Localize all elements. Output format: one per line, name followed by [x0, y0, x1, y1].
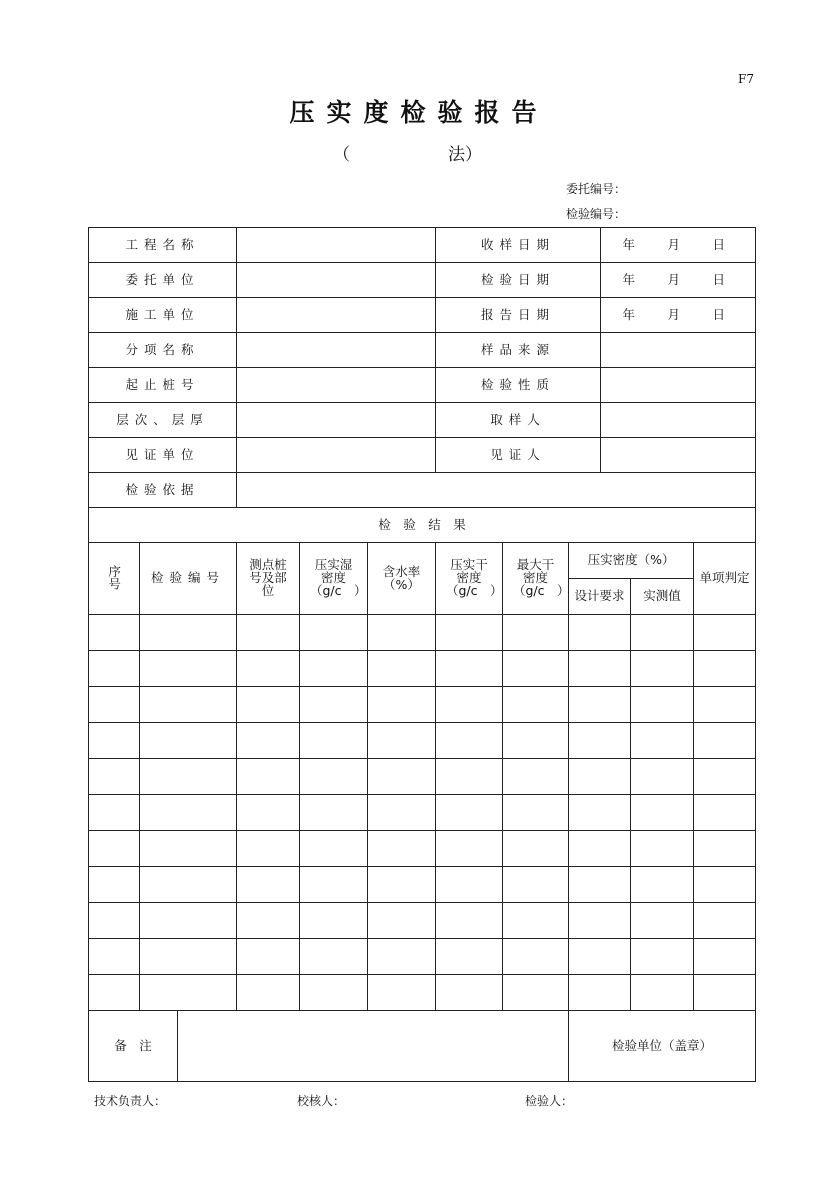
table-cell[interactable] — [631, 866, 694, 902]
tech-lead-signature: 技术负责人： — [94, 1094, 167, 1108]
header-test-no: 检验编号 — [140, 542, 237, 614]
table-cell[interactable] — [140, 974, 237, 1010]
table-cell[interactable] — [694, 794, 756, 830]
info-value[interactable] — [237, 298, 436, 333]
basis-label: 检验依据 — [89, 473, 237, 508]
table-cell[interactable] — [368, 722, 436, 758]
remarks-label: 备 注 — [89, 1010, 178, 1081]
info-label: 检验性质 — [436, 368, 601, 403]
table-cell[interactable] — [237, 758, 300, 794]
table-cell[interactable] — [237, 938, 300, 974]
table-cell[interactable] — [569, 974, 631, 1010]
table-cell[interactable] — [237, 722, 300, 758]
table-cell[interactable] — [569, 902, 631, 938]
table-cell[interactable] — [503, 686, 569, 722]
info-label: 收样日期 — [436, 228, 601, 263]
table-cell[interactable] — [368, 758, 436, 794]
commission-no-label: 委托编号： — [566, 182, 627, 196]
table-cell[interactable] — [569, 794, 631, 830]
info-value[interactable] — [237, 333, 436, 368]
table-cell[interactable] — [694, 902, 756, 938]
table-cell[interactable] — [569, 866, 631, 902]
table-cell[interactable] — [569, 938, 631, 974]
info-value[interactable]: 年 月 日 — [601, 263, 756, 298]
table-cell[interactable] — [503, 794, 569, 830]
table-cell[interactable] — [503, 758, 569, 794]
header-design: 设计要求 — [569, 578, 631, 614]
table-cell[interactable] — [300, 794, 368, 830]
table-row — [89, 614, 756, 650]
table-cell[interactable] — [140, 938, 237, 974]
table-row — [89, 686, 756, 722]
header-point: 测点桩号及部位 — [237, 542, 300, 614]
table-row — [89, 902, 756, 938]
table-cell[interactable] — [140, 614, 237, 650]
table-cell[interactable] — [694, 866, 756, 902]
info-label: 施工单位 — [89, 298, 237, 333]
info-value[interactable] — [237, 368, 436, 403]
table-cell[interactable] — [368, 974, 436, 1010]
info-row — [89, 403, 756, 438]
table-cell[interactable] — [631, 758, 694, 794]
table-cell[interactable] — [140, 650, 237, 686]
info-label: 报告日期 — [436, 298, 601, 333]
form-code: F7 — [738, 72, 754, 86]
info-label: 取样人 — [436, 403, 601, 438]
header-dry-density: 压实干密度（g/c ） — [436, 542, 503, 614]
table-cell[interactable] — [140, 722, 237, 758]
table-row — [89, 722, 756, 758]
results-title: 检 验 结 果 — [89, 508, 756, 543]
table-cell[interactable] — [300, 722, 368, 758]
table-cell[interactable] — [631, 686, 694, 722]
table-cell[interactable] — [436, 866, 503, 902]
table-row — [89, 938, 756, 974]
table-row — [89, 830, 756, 866]
info-value[interactable] — [237, 403, 436, 438]
table-cell[interactable] — [569, 686, 631, 722]
basis-field[interactable] — [237, 473, 756, 508]
table-cell[interactable] — [237, 830, 300, 866]
table-cell[interactable] — [503, 614, 569, 650]
method-close: 法） — [448, 145, 482, 165]
table-cell[interactable] — [436, 722, 503, 758]
table-row — [89, 974, 756, 1010]
info-row — [89, 263, 756, 298]
table-cell[interactable] — [300, 902, 368, 938]
table-cell[interactable] — [503, 902, 569, 938]
table-cell[interactable] — [631, 974, 694, 1010]
method-open: （ — [333, 145, 350, 165]
table-cell[interactable] — [569, 758, 631, 794]
table-cell[interactable] — [140, 902, 237, 938]
table-cell[interactable] — [503, 938, 569, 974]
info-label: 起止桩号 — [89, 368, 237, 403]
table-cell[interactable] — [237, 902, 300, 938]
table-cell[interactable] — [694, 686, 756, 722]
table-cell[interactable] — [503, 866, 569, 902]
table-cell[interactable] — [140, 830, 237, 866]
header-wet-density: 压实湿密度（g/c ） — [300, 542, 368, 614]
info-value[interactable] — [601, 333, 756, 368]
table-cell[interactable] — [569, 830, 631, 866]
table-cell[interactable] — [503, 830, 569, 866]
header-moisture: 含水率（%） — [368, 542, 436, 614]
table-cell[interactable] — [237, 974, 300, 1010]
page-title: 压实度检验报告 — [289, 98, 549, 127]
reviewer-signature: 校核人： — [297, 1094, 346, 1108]
header-seq: 序号 — [89, 542, 140, 614]
table-cell[interactable] — [436, 902, 503, 938]
table-cell[interactable] — [237, 794, 300, 830]
table-cell[interactable] — [368, 938, 436, 974]
inspector-signature: 检验人： — [525, 1094, 574, 1108]
info-label: 分项名称 — [89, 333, 237, 368]
table-cell[interactable] — [89, 650, 140, 686]
table-cell[interactable] — [237, 614, 300, 650]
table-cell[interactable] — [368, 830, 436, 866]
table-cell[interactable] — [368, 686, 436, 722]
table-cell[interactable] — [89, 758, 140, 794]
table-cell[interactable] — [694, 758, 756, 794]
info-label: 见证单位 — [89, 438, 237, 473]
table-cell[interactable] — [89, 830, 140, 866]
table-cell[interactable] — [368, 902, 436, 938]
table-cell[interactable] — [631, 902, 694, 938]
header-compaction: 压实密度（%） — [569, 542, 694, 578]
table-cell[interactable] — [694, 974, 756, 1010]
table-cell[interactable] — [140, 866, 237, 902]
info-label: 委托单位 — [89, 263, 237, 298]
info-label: 见证人 — [436, 438, 601, 473]
table-cell[interactable] — [140, 758, 237, 794]
table-cell[interactable] — [694, 722, 756, 758]
info-value[interactable] — [601, 403, 756, 438]
table-cell[interactable] — [694, 938, 756, 974]
table-cell[interactable] — [436, 614, 503, 650]
info-label: 工程名称 — [89, 228, 237, 263]
table-cell[interactable] — [140, 794, 237, 830]
header-judgement: 单项判定 — [694, 542, 756, 614]
table-cell[interactable] — [89, 938, 140, 974]
table-cell[interactable] — [237, 650, 300, 686]
table-cell[interactable] — [89, 794, 140, 830]
table-cell[interactable] — [694, 830, 756, 866]
table-row — [89, 794, 756, 830]
info-label: 检验日期 — [436, 263, 601, 298]
info-row — [89, 298, 756, 333]
remarks-table — [88, 1010, 756, 1082]
table-cell[interactable] — [631, 830, 694, 866]
info-label: 样品来源 — [436, 333, 601, 368]
table-cell[interactable] — [631, 614, 694, 650]
info-value[interactable]: 年 月 日 — [601, 228, 756, 263]
info-row — [89, 438, 756, 473]
table-cell[interactable] — [368, 614, 436, 650]
info-value[interactable] — [237, 263, 436, 298]
table-cell[interactable] — [631, 650, 694, 686]
table-cell[interactable] — [503, 650, 569, 686]
table-cell[interactable] — [89, 686, 140, 722]
header-max-dry-density: 最大干密度（g/c ） — [503, 542, 569, 614]
table-cell[interactable] — [503, 722, 569, 758]
table-cell[interactable] — [237, 686, 300, 722]
table-row — [89, 866, 756, 902]
info-label: 层次、层厚 — [89, 403, 237, 438]
results-table — [88, 542, 756, 1011]
table-cell[interactable] — [631, 938, 694, 974]
table-row — [89, 758, 756, 794]
table-cell[interactable] — [631, 722, 694, 758]
table-cell[interactable] — [300, 938, 368, 974]
table-cell[interactable] — [300, 830, 368, 866]
info-value[interactable]: 年 月 日 — [601, 298, 756, 333]
table-cell[interactable] — [368, 866, 436, 902]
table-cell[interactable] — [89, 614, 140, 650]
table-cell[interactable] — [436, 938, 503, 974]
table-cell[interactable] — [368, 650, 436, 686]
table-cell[interactable] — [300, 614, 368, 650]
table-cell[interactable] — [569, 614, 631, 650]
table-cell[interactable] — [436, 686, 503, 722]
info-table — [88, 227, 756, 543]
table-cell[interactable] — [436, 974, 503, 1010]
info-row — [89, 333, 756, 368]
table-cell[interactable] — [300, 974, 368, 1010]
table-cell[interactable] — [569, 650, 631, 686]
info-value[interactable] — [601, 368, 756, 403]
info-value[interactable] — [601, 438, 756, 473]
info-row — [89, 368, 756, 403]
table-cell[interactable] — [436, 650, 503, 686]
table-cell[interactable] — [89, 722, 140, 758]
info-row — [89, 228, 756, 263]
table-cell[interactable] — [694, 614, 756, 650]
table-cell[interactable] — [300, 758, 368, 794]
table-cell[interactable] — [300, 650, 368, 686]
table-cell[interactable] — [436, 758, 503, 794]
table-cell[interactable] — [503, 974, 569, 1010]
table-cell[interactable] — [237, 866, 300, 902]
table-cell[interactable] — [300, 866, 368, 902]
table-cell[interactable] — [436, 794, 503, 830]
remarks-field[interactable] — [178, 1010, 569, 1081]
table-cell[interactable] — [436, 830, 503, 866]
info-value[interactable] — [237, 228, 436, 263]
info-value[interactable] — [237, 438, 436, 473]
table-cell[interactable] — [569, 722, 631, 758]
table-cell[interactable] — [300, 686, 368, 722]
table-cell[interactable] — [89, 902, 140, 938]
header-measured: 实测值 — [631, 578, 694, 614]
test-no-label: 检验编号： — [566, 207, 627, 221]
table-row — [89, 650, 756, 686]
seal-label: 检验单位（盖章） — [569, 1010, 756, 1081]
table-cell[interactable] — [89, 866, 140, 902]
table-cell[interactable] — [631, 794, 694, 830]
table-cell[interactable] — [140, 686, 237, 722]
table-cell[interactable] — [89, 974, 140, 1010]
table-cell[interactable] — [368, 794, 436, 830]
table-cell[interactable] — [694, 650, 756, 686]
